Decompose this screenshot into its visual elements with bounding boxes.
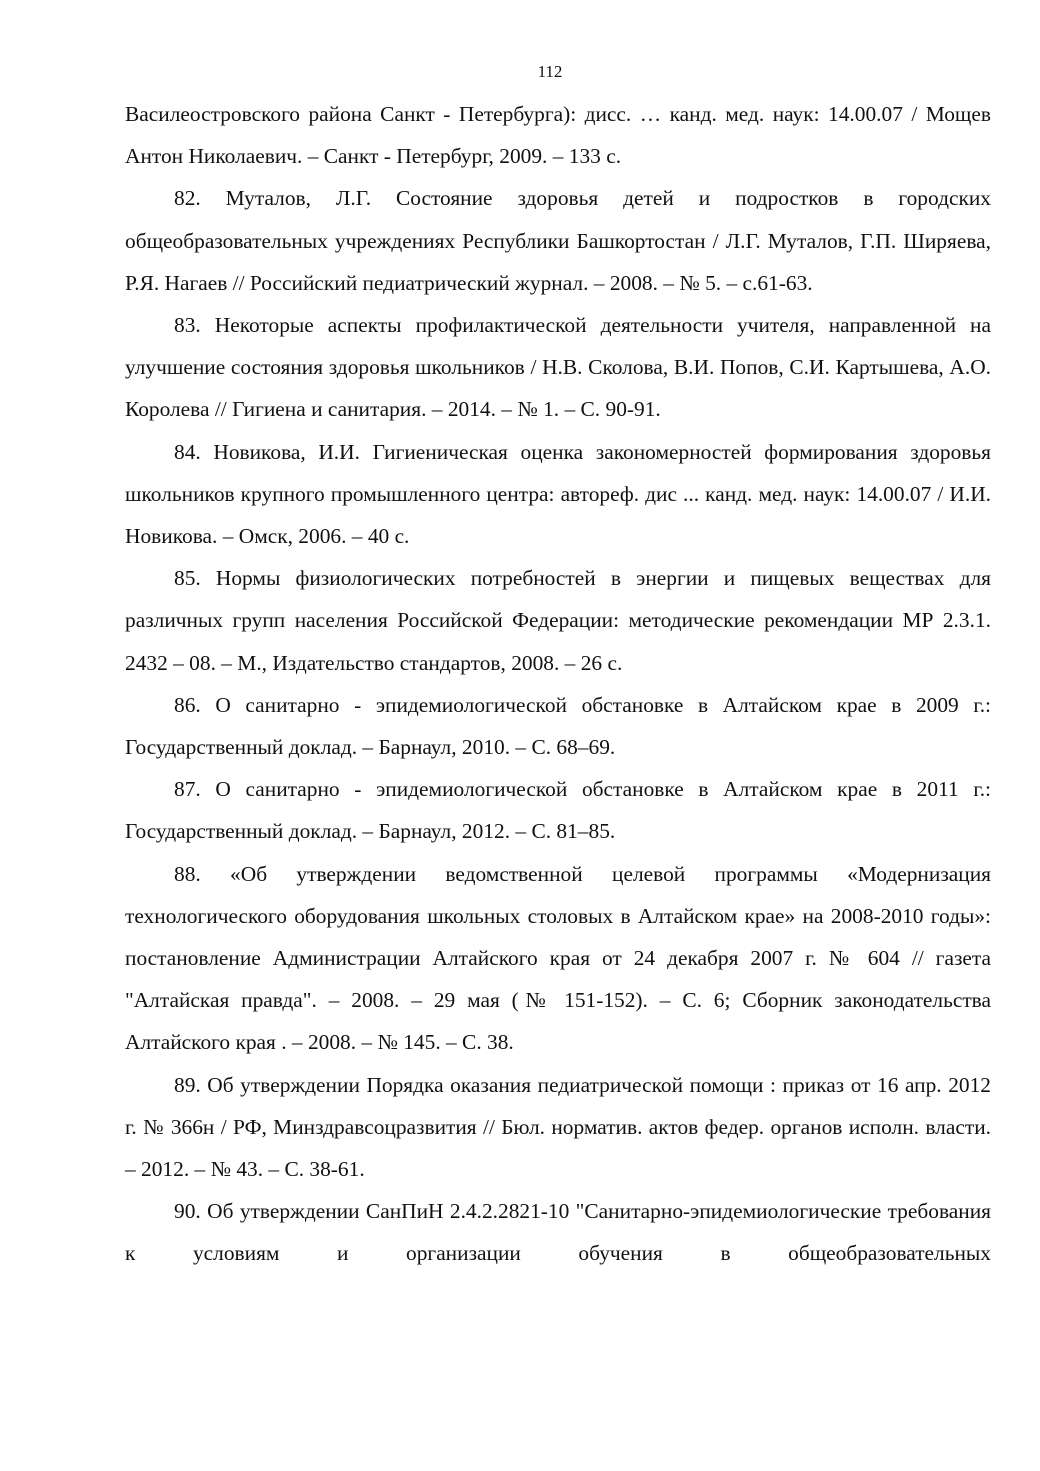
reference-90: 90. Об утверждении СанПиН 2.4.2.2821-10 "Санитарно-эпидемиологические требования к условиям и организации обучения в общеобразовательных	[125, 1199, 991, 1266]
reference-86: 86. О санитарно - эпидемиологической обстановке в Алтайском крае в 2009 г.: Государственный доклад. – Барнаул, 2010. – С. 68–69.	[125, 692, 991, 760]
reference-85: 85. Нормы физиологических потребностей в энергии и пищевых веществах для различных групп населения Российской Федерации: методические рекомендации МР 2.3.1. 2432 – 08. – М., Издательство стандартов, 2008. – 26 с.	[125, 566, 991, 675]
reference-87: 87. О санитарно - эпидемиологической обстановке в Алтайском крае в 2011 г.: Государственный доклад. – Барнаул, 2012. – С. 81–85.	[125, 777, 991, 844]
reference-83: 83. Некоторые аспекты профилактической деятельности учителя, направленной на улучшение состояния здоровья школьников / Н.В. Сколова, В.И. Попов, С.И. Картышева, А.О. Королева // Гигиена и санитария. – 2014. – № 1. – С. 90-91.	[125, 313, 991, 422]
page-number: 112	[537, 62, 563, 81]
reference-84: 84. Новикова, И.И. Гигиеническая оценка закономерностей формирования здоровья школьников крупного промышленного центра: автореф. дис ... канд. мед. наук: 14.00.07 / И.И. Новикова. – Омск, 2006. – 40 с.	[125, 439, 991, 549]
reference-89: 89. Об утверждении Порядка оказания педиатрической помощи : приказ от 16 апр. 2012 г. № 366н / РФ, Минздравсоцразвития // Бюл. норматив. актов федер. органов исполн. власти. – 2012. – № 43. – С. 38-61.	[125, 1072, 991, 1182]
reference-list	[125, 93, 991, 1275]
reference-continuation: Василеостровского района Санкт - Петербурга): дисс. … канд. мед. наук: 14.00.07 / Мощев Антон Николаевич. – Санкт - Петербург, 2009. – 133 с.	[125, 102, 991, 169]
reference-82: 82. Муталов, Л.Г. Состояние здоровья детей и подростков в городских общеобразовательных учреждениях Республики Башкортостан / Л.Г. Муталов, Г.П. Ширяева, Р.Я. Нагаев // Российский педиатрический журнал. – 2008. – № 5. – с.61-63.	[125, 186, 991, 295]
reference-88: 88. «Об утверждении ведомственной целевой программы «Модернизация технологического оборудования школьных столовых в Алтайском крае» на 2008-2010 годы»: постановление Администрации Алтайского края от 24 декабря 2007 г. № 604 // газета "Алтайская правда". – 2008. – 29 мая (№ 151-152). – С. 6; Сборник законодательства Алтайского края . – 2008. – № 145. – С. 38.	[125, 861, 991, 1055]
